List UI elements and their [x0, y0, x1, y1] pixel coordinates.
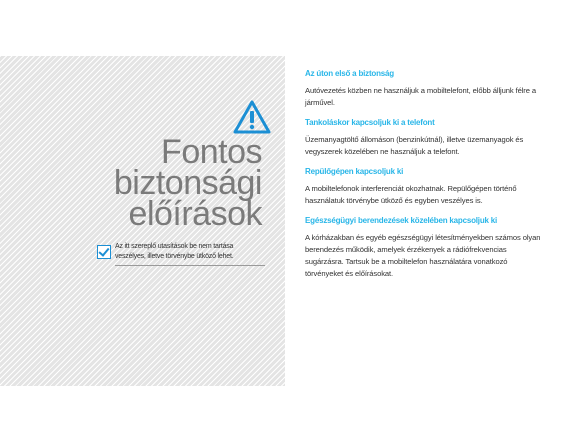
section-text: A mobiltelefonok interferenciát okozhatnak. Repülőgépen történő használatuk törvénybe ütköző és egyben veszélyes is.	[305, 184, 517, 205]
section-heading: Az úton első a biztonság	[305, 69, 394, 78]
checkbox-checked-icon	[97, 245, 111, 259]
warning-triangle-icon	[233, 100, 271, 134]
section-heading: Repülőgépen kapcsoljuk ki	[305, 167, 404, 176]
section-refueling	[305, 117, 541, 158]
section-text: Üzemanyagtöltő állomáson (benzinkútnál), illetve üzemanyagok és vegyszerek közelében ne használjuk a telefont.	[305, 135, 524, 156]
section-road-safety	[305, 68, 541, 109]
section-text: A kórházakban és egyéb egészségügyi létesítményekben számos olyan berendezés működik, amelyek érzékenyek a rádiófrekvencias sugárzásra. Tartsuk be a mobiltelefon használatára vonatkozó törvényeket és előírásokat.	[305, 233, 541, 278]
safety-instructions	[305, 68, 541, 288]
notice-divider	[115, 265, 265, 266]
section-heading: Tankoláskor kapcsoljuk ki a telefont	[305, 118, 435, 127]
section-text: Autóvezetés közben ne használjuk a mobiltelefont, előbb álljunk félre a járművel.	[305, 86, 536, 107]
section-medical-equipment	[305, 215, 541, 280]
section-heading: Egészségügyi berendezések közelében kapcsoljuk ki	[305, 216, 498, 225]
section-aircraft	[305, 166, 541, 207]
page-title	[113, 133, 262, 233]
safety-notice-text: Az itt szereplő utasítások be nem tartása veszélyes, illetve törvénybe ütköző lehet.	[115, 243, 234, 260]
title-line-2: biztonsági	[113, 164, 262, 202]
title-line-1: Fontos	[161, 133, 262, 171]
title-line-3: előírások	[128, 195, 262, 233]
